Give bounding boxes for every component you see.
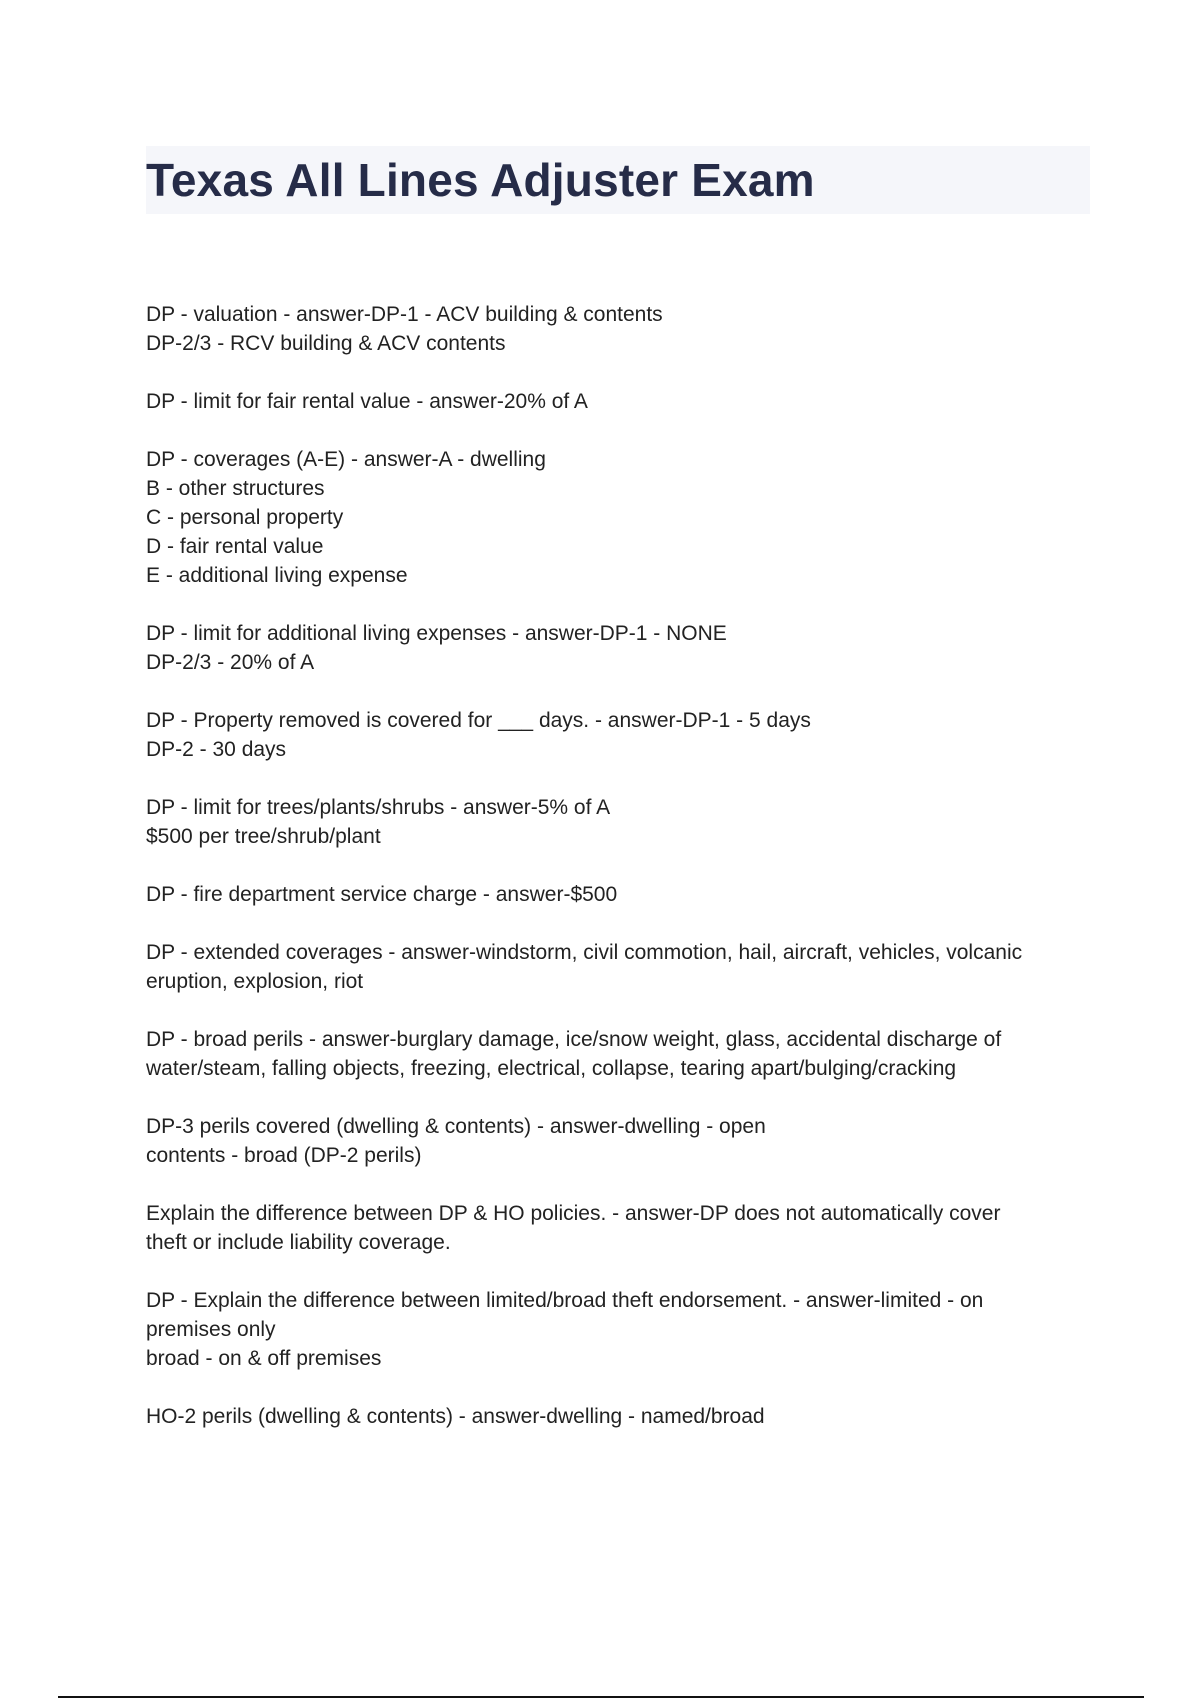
page-title: Texas All Lines Adjuster Exam [146, 154, 815, 206]
qa-item [146, 619, 1086, 677]
qa-line: DP - coverages (A-E) - answer-A - dwelling [146, 448, 546, 471]
qa-line: DP - valuation - answer-DP-1 - ACV building & contents [146, 303, 663, 326]
qa-item [146, 387, 1086, 416]
qa-line: C - personal property [146, 506, 344, 529]
qa-item [146, 1199, 1086, 1257]
qa-item [146, 300, 1086, 358]
qa-line: DP - limit for fair rental value - answer-20% of A [146, 390, 588, 413]
qa-item [146, 793, 1086, 851]
qa-line: broad - on & off premises [146, 1347, 382, 1370]
qa-line: water/steam, falling objects, freezing, electrical, collapse, tearing apart/bulging/cracking [146, 1057, 957, 1080]
title-band [146, 146, 1090, 214]
qa-line: DP-2/3 - RCV building & ACV contents [146, 332, 506, 355]
qa-item [146, 938, 1086, 996]
qa-line: DP - limit for additional living expenses - answer-DP-1 - NONE [146, 622, 727, 645]
qa-item [146, 706, 1086, 764]
qa-line: contents - broad (DP-2 perils) [146, 1144, 422, 1167]
qa-line: Explain the difference between DP & HO policies. - answer-DP does not automatically cover [146, 1202, 1001, 1225]
qa-line: HO-2 perils (dwelling & contents) - answer-dwelling - named/broad [146, 1405, 765, 1428]
qa-line: theft or include liability coverage. [146, 1231, 451, 1254]
qa-line: DP - extended coverages - answer-windstorm, civil commotion, hail, aircraft, vehicles, volcanic [146, 941, 1023, 964]
qa-line: premises only [146, 1318, 276, 1341]
qa-item [146, 1402, 1086, 1431]
qa-line: DP-2 - 30 days [146, 738, 287, 761]
qa-item [146, 880, 1086, 909]
qa-line: DP-2/3 - 20% of A [146, 651, 315, 674]
qa-line: $500 per tree/shrub/plant [146, 825, 381, 848]
qa-item [146, 1112, 1086, 1170]
qa-line: B - other structures [146, 477, 325, 500]
qa-line: DP - fire department service charge - answer-$500 [146, 883, 618, 906]
qa-line: DP-3 perils covered (dwelling & contents) - answer-dwelling - open [146, 1115, 766, 1138]
qa-line: DP - broad perils - answer-burglary damage, ice/snow weight, glass, accidental discharge of [146, 1028, 1002, 1051]
footer-divider [58, 1696, 1144, 1698]
qa-line: D - fair rental value [146, 535, 324, 558]
qa-line: DP - limit for trees/plants/shrubs - answer-5% of A [146, 796, 611, 819]
qa-item [146, 1025, 1086, 1083]
qa-line: DP - Property removed is covered for ___ days. - answer-DP-1 - 5 days [146, 709, 811, 732]
qa-list [146, 300, 1086, 1460]
qa-item [146, 1286, 1086, 1373]
qa-line: eruption, explosion, riot [146, 970, 364, 993]
qa-item [146, 445, 1086, 590]
qa-line: DP - Explain the difference between limited/broad theft endorsement. - answer-limited - on [146, 1289, 984, 1312]
qa-line: E - additional living expense [146, 564, 408, 587]
